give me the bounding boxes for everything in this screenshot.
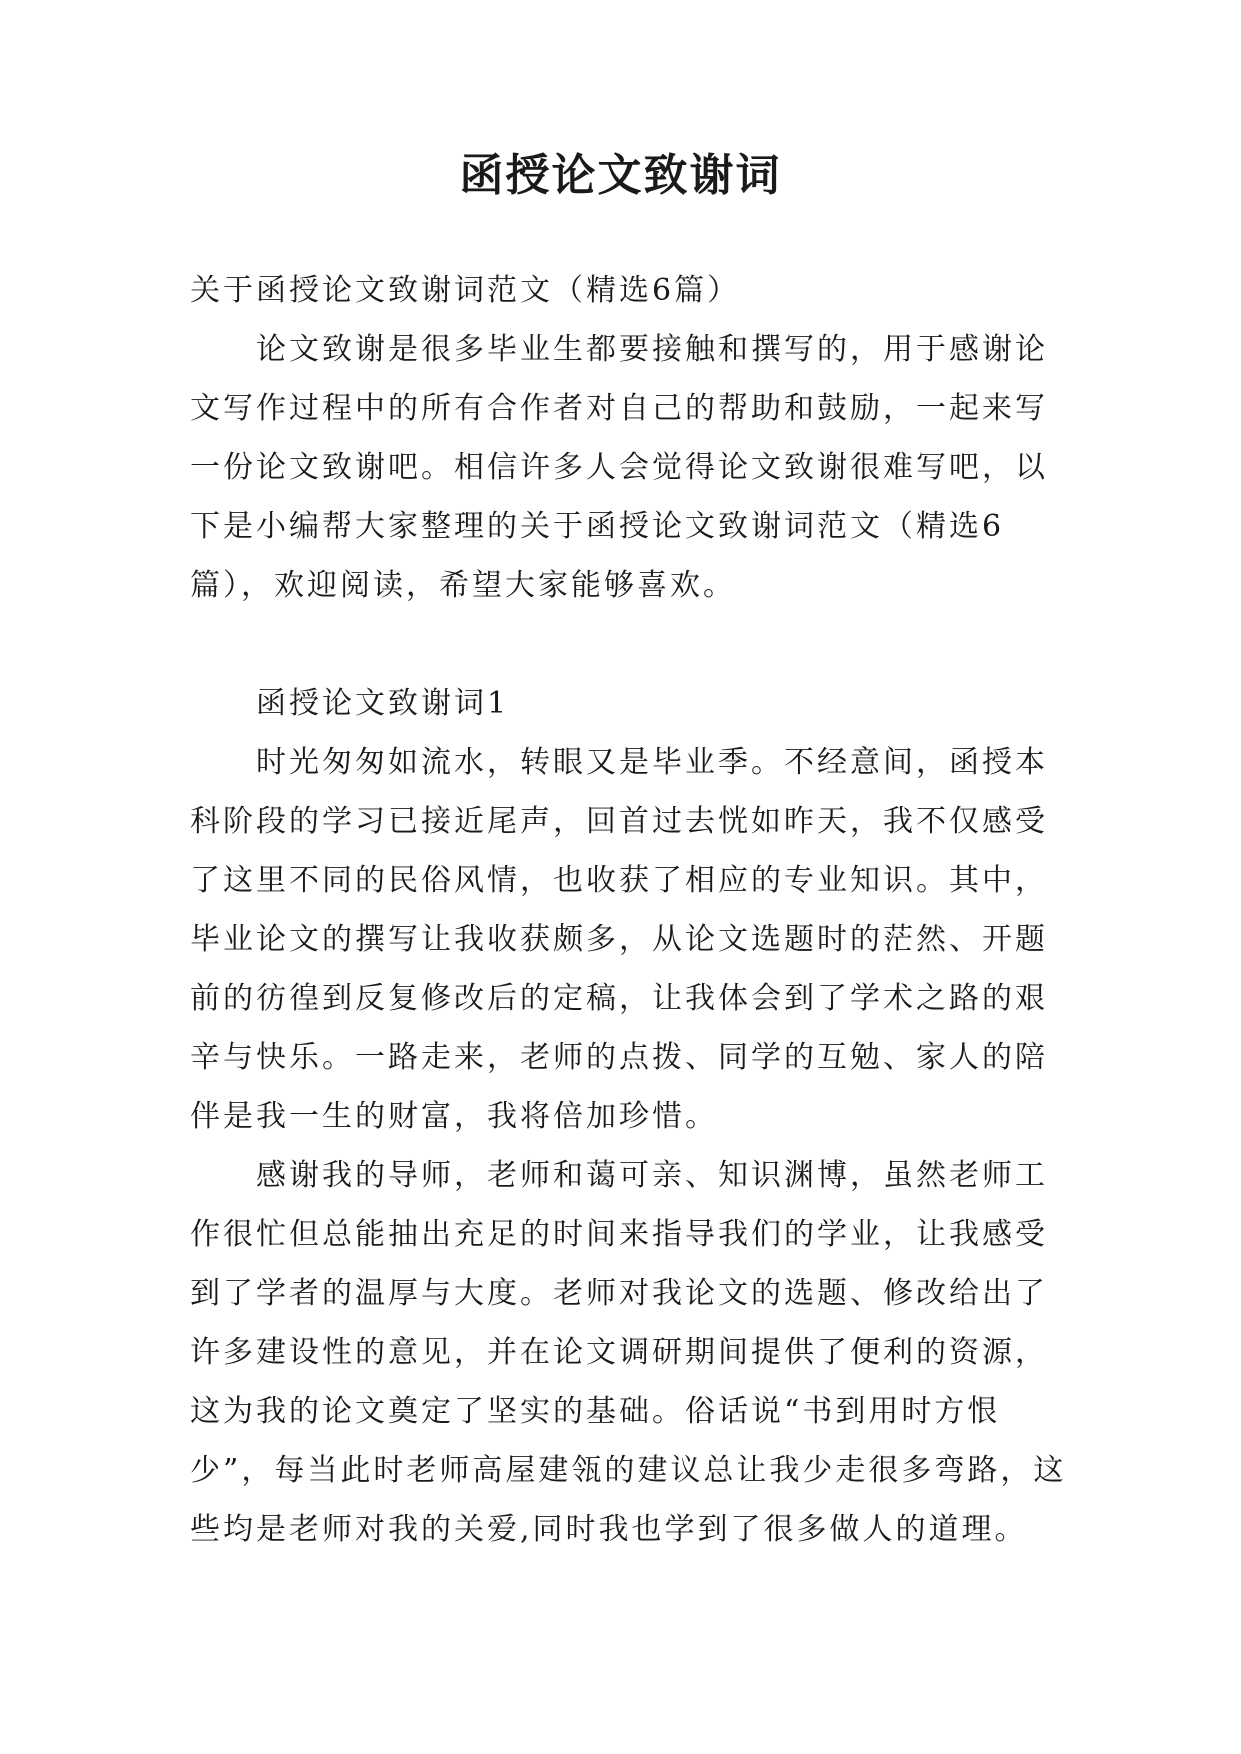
section-heading: 函授论文致谢词1 bbox=[256, 686, 510, 721]
document-body bbox=[190, 261, 1070, 1559]
intro-paragraph: 论文致谢是很多毕业生都要接触和撰写的，用于感谢论文写作过程中的所有合作者对自己的帮助和鼓励，一起来写一份论文致谢吧。相信许多人会觉得论文致谢很难写吧，以下是小编帮大家整理的关于函授论文致谢词范文（精选6篇），欢迎阅读，希望大家能够喜欢。 bbox=[190, 332, 1048, 603]
paragraph-spacer bbox=[190, 615, 1070, 674]
document-title: 函授论文致谢词 bbox=[459, 150, 782, 201]
body-paragraph: 感谢我的导师，老师和蔼可亲、知识渊博，虽然老师工作很忙但总能抽出充足的时间来指导我们的学业，让我感受到了学者的温厚与大度。老师对我论文的选题、修改给出了许多建设性的意见，并在论文调研期间提供了便利的资源，这为我的论文奠定了坚实的基础。俗话说“书到用时方恨少”，每当此时老师高屋建瓴的建议总让我少走很多弯路，这些均是老师对我的关爱,同时我也学到了很多做人的道理。 bbox=[190, 1158, 1067, 1547]
body-paragraph: 时光匆匆如流水，转眼又是毕业季。不经意间，函授本科阶段的学习已接近尾声，回首过去恍如昨天，我不仅感受了这里不同的民俗风情，也收获了相应的专业知识。其中，毕业论文的撰写让我收获颇多，从论文选题时的茫然、开题前的彷徨到反复修改后的定稿，让我体会到了学术之路的艰辛与快乐。一路走来，老师的点拨、同学的互勉、家人的陪伴是我一生的财富，我将倍加珍惜。 bbox=[190, 745, 1048, 1134]
document-subtitle: 关于函授论文致谢词范文（精选6篇） bbox=[190, 273, 741, 308]
